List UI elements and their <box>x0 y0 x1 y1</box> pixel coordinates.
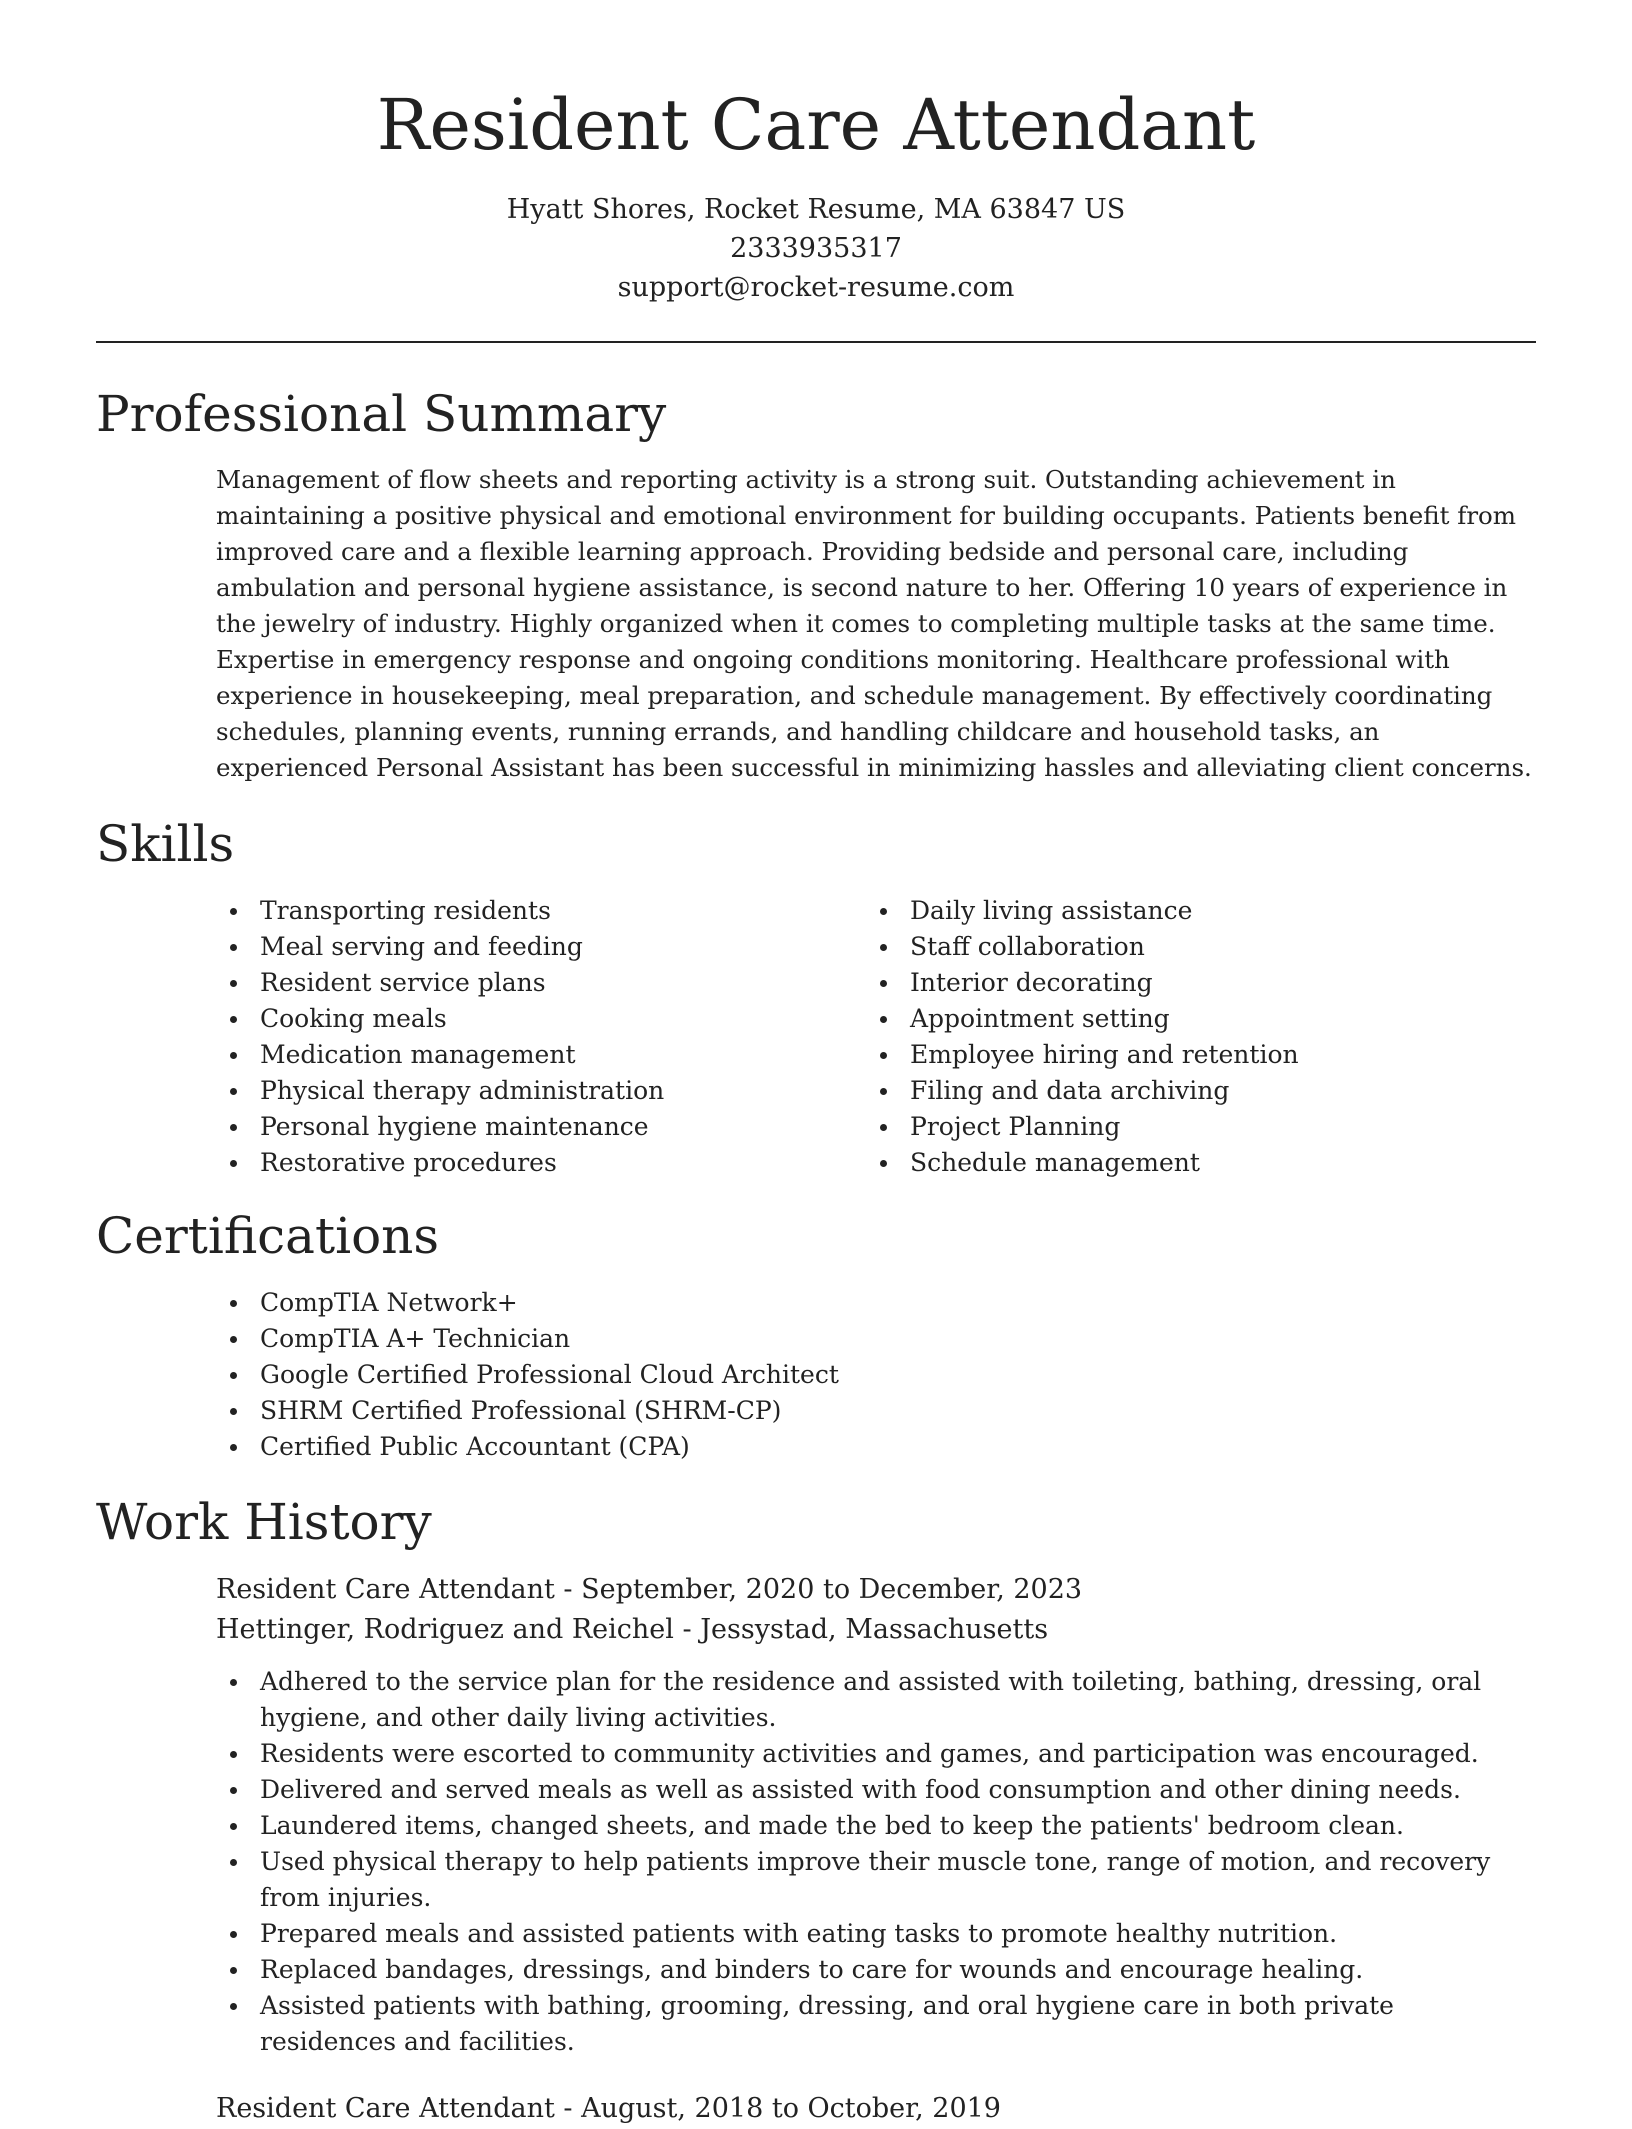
list-item: Daily living assistance <box>866 893 1526 929</box>
list-item: Google Certified Professional Cloud Architect <box>216 1357 1516 1393</box>
list-item: Appointment setting <box>866 1001 1526 1037</box>
list-item: Replaced bandages, dressings, and binders to care for wounds and encourage healing. <box>216 1952 1516 1988</box>
summary-heading: Professional Summary <box>96 385 667 443</box>
job-company: Hettinger, Rodriguez and Reichel <box>216 1614 674 1645</box>
job-title-line <box>216 2089 1001 2129</box>
list-item: Employee hiring and retention <box>866 1037 1526 1073</box>
list-item: Personal hygiene maintenance <box>216 1109 816 1145</box>
list-item: Adhered to the service plan for the residence and assisted with toileting, bathing, dressing, oral hygiene, and other daily living activities. <box>216 1664 1516 1736</box>
certifications-heading: Certifications <box>96 1207 440 1265</box>
work-history-heading: Work History <box>96 1493 432 1551</box>
contact-email: support@rocket-resume.com <box>617 272 1015 303</box>
header-divider <box>96 341 1536 343</box>
list-item: Meal serving and feeding <box>216 929 816 965</box>
list-item: SHRM Certified Professional (SHRM-CP) <box>216 1393 1516 1429</box>
job-company-line <box>216 1610 1048 1650</box>
job-dates: - September, 2020 to December, 2023 <box>554 1574 1083 1605</box>
list-item: CompTIA A+ Technician <box>216 1321 1516 1357</box>
job-role: Resident Care Attendant <box>216 1574 555 1605</box>
list-item: Used physical therapy to help patients improve their muscle tone, range of motion, and recovery from injuries. <box>216 1844 1516 1916</box>
list-item: Staff collaboration <box>866 929 1526 965</box>
list-item: Certified Public Accountant (CPA) <box>216 1429 1516 1465</box>
job-duties-list <box>216 1664 1516 2060</box>
list-item: Project Planning <box>866 1109 1526 1145</box>
skills-heading: Skills <box>96 815 235 873</box>
list-item: Residents were escorted to community activities and games, and participation was encouraged. <box>216 1736 1516 1772</box>
list-item: Physical therapy administration <box>216 1073 816 1109</box>
contact-block <box>0 190 1632 307</box>
skills-list-right <box>866 893 1526 1181</box>
list-item: Prepared meals and assisted patients with eating tasks to promote healthy nutrition. <box>216 1916 1516 1952</box>
summary-text: Management of flow sheets and reporting activity is a strong suit. Outstanding achievement in maintaining a positive physical and emotional environment for building occupants. Patients benefit from improved care and a flexible learning approach. Providing bedside and personal care, including ambulation and personal hygiene assistance, is second nature to her. Offering 10 years of experience in the jewelry of industry. Highly organized when it comes to completing multiple tasks at the same time. Expertise in emergency response and ongoing conditions monitoring. Healthcare professional with experience in housekeeping, meal preparation, and schedule management. By effectively coordinating schedules, planning events, running errands, and handling childcare and household tasks, an experienced Personal Assistant has been successful in minimizing hassles and alleviating client concerns. <box>216 465 1532 782</box>
skills-list-left <box>216 893 816 1181</box>
list-item: Filing and data archiving <box>866 1073 1526 1109</box>
job-role: Resident Care Attendant <box>216 2093 555 2124</box>
contact-phone: 2333935317 <box>730 233 902 264</box>
resume-name: Resident Care Attendant <box>376 84 1256 166</box>
list-item: Resident service plans <box>216 965 816 1001</box>
contact-address: Hyatt Shores, Rocket Resume, MA 63847 US <box>506 194 1126 225</box>
job-title-line <box>216 1570 1082 1610</box>
list-item: Laundered items, changed sheets, and made the bed to keep the patients' bedroom clean. <box>216 1808 1516 1844</box>
list-item: Interior decorating <box>866 965 1526 1001</box>
list-item: Schedule management <box>866 1145 1526 1181</box>
certifications-list <box>216 1285 1516 1465</box>
job-dates: - August, 2018 to October, 2019 <box>554 2093 1001 2124</box>
job-location: - Jessystad, Massachusetts <box>673 1614 1049 1645</box>
list-item: Assisted patients with bathing, grooming, dressing, and oral hygiene care in both private residences and facilities. <box>216 1988 1516 2060</box>
list-item: Delivered and served meals as well as assisted with food consumption and other dining needs. <box>216 1772 1516 1808</box>
list-item: Cooking meals <box>216 1001 816 1037</box>
list-item: Medication management <box>216 1037 816 1073</box>
list-item: Transporting residents <box>216 893 816 929</box>
list-item: CompTIA Network+ <box>216 1285 1516 1321</box>
list-item: Restorative procedures <box>216 1145 816 1181</box>
